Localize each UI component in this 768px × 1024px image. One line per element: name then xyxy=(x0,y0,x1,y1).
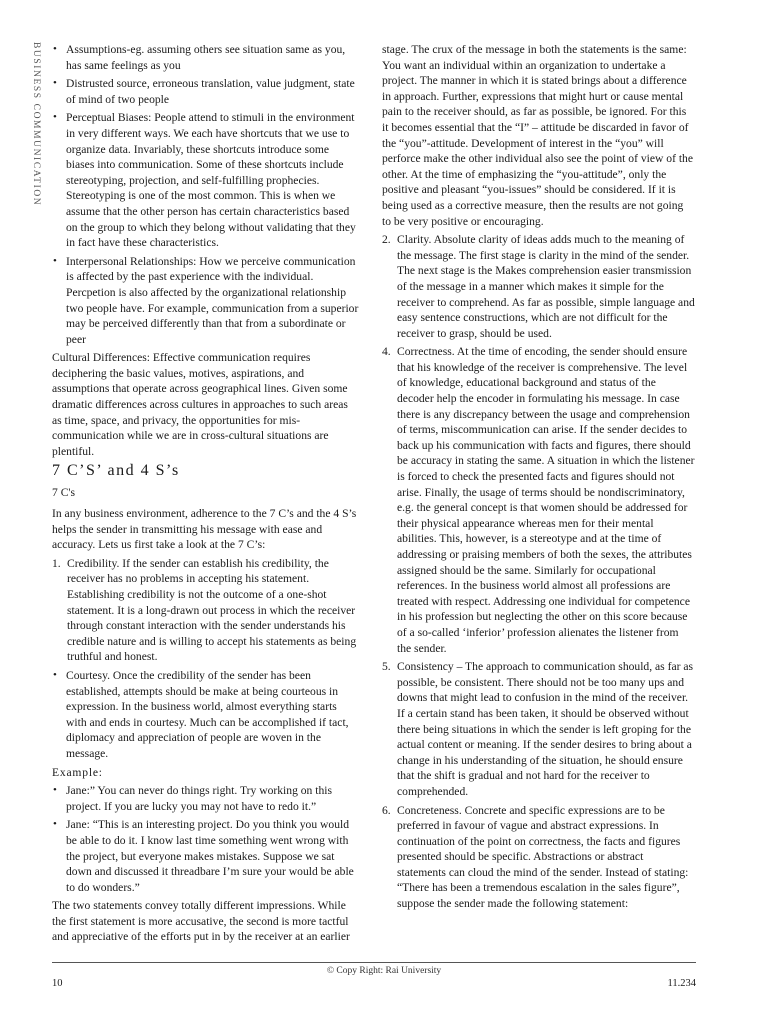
item-text: Correctness. At the time of encoding, the sender should ensure that his knowledge of the receiver is comprehensive. The level of knowledge, educational background and status of the decoder help the encoder in formulating his message. In case there is any discrepancy between the usage and comprehension of terms, miscommunication can arise. If the sender decides to back up his communication with facts and figures, there should be accuracy in stating the same. A situation in which the listener is forced to check the presented facts and figures should not arise. Finally, the usage of terms should be nondiscriminatory, e.g. the general concept is that women should be addressed for their physical appearance whereas men for their mental abilities. This, however, is a stereotype and at the time of addressing or praising members of both the sexes, the attributes assigned should be the same. Similarly for occupational references. In the business world almost all professions are treated with respect. Addressing one individual for competence in his profession but neglecting the other on this score because of a so-called ‘inferior’ profession alienates the listener from the sender. xyxy=(397,345,695,655)
left-column xyxy=(52,42,360,948)
example-bullet-list xyxy=(52,783,360,895)
item-text: Credibility. If the sender can establish his credibility, the receiver has no problems in accepting his statement. Establishing credibility is not the outcome of a one-shot statement. It is a long-drawn out process in which the receiver through constant interaction with the sender understands his credible nature and is willing to accept his statements as being truthful and honest. xyxy=(67,556,357,664)
item-number: 4. xyxy=(382,345,391,359)
bullet-icon: • xyxy=(53,111,57,124)
list-item xyxy=(52,817,360,895)
bullet-icon: • xyxy=(53,77,57,90)
closing-paragraph: The two statements convey totally different impressions. While the first statement is more accusative, the second is more tactful and appreciative of the efforts put in by the receiver at an earlier xyxy=(52,899,350,944)
list-item xyxy=(52,110,360,250)
list-item xyxy=(52,783,360,814)
example-heading: Example: xyxy=(52,765,103,779)
courtesy-bullet-list xyxy=(52,668,360,762)
bullet-icon: • xyxy=(53,668,57,681)
document-code: 11.234 xyxy=(667,978,696,989)
item-number: 5. xyxy=(382,660,391,674)
seven-cs-list-continued xyxy=(382,232,695,912)
bullet-text: Jane: “This is an interesting project. Do you think you would be able to do it. I know last time something went wrong with the project, but everyone makes mistakes. Suppose we sat down and discussed it threadbare I’m sure your would be able to do wonders.” xyxy=(66,818,354,894)
barrier-bullet-list xyxy=(52,42,360,347)
item-text: Consistency – The approach to communication should, as far as possible, be consistent. There should not be too many ups and downs that might lead to confusion in the mind of the receiver. If a certain stand has been taken, it should be observed without there being situations in which the sender is left groping for the actual content or meaning. If the sender desires to bring about a change in his understanding of the situation, he should ensure that the shift is gradual and not hard for the receiver to comprehended. xyxy=(397,660,694,798)
list-item xyxy=(52,254,360,348)
list-item xyxy=(52,76,360,107)
list-item xyxy=(382,232,695,341)
list-item xyxy=(382,803,695,912)
page-number: 10 xyxy=(52,978,63,989)
footer-divider xyxy=(52,962,696,963)
bullet-text: Distrusted source, erroneous translation, value judgment, state of mind of two people xyxy=(66,77,355,106)
cultural-differences-paragraph: Cultural Differences: Effective communication requires deciphering the basic values, motives, aspirations, and assumptions that operate across geographical lines. Given some dramatic differences across cultures in approaches to such areas as time, space, and privacy, the opportunities for mis-communication while we are in cross-cultural situations are plentiful. xyxy=(52,351,348,458)
right-column xyxy=(382,42,695,915)
item-number: 2. xyxy=(382,233,391,247)
bullet-icon: • xyxy=(53,254,57,267)
list-item xyxy=(382,659,695,799)
bullet-text: Jane:” You can never do things right. Try working on this project. If you are lucky you may not have to redo it.” xyxy=(66,784,333,813)
bullet-icon: • xyxy=(53,784,57,797)
bullet-text: Courtesy. Once the credibility of the sender has been established, attempts should be make at being courteous in expression. In the business world, almost everything starts with and ends in courtesy. Much can be accomplished if tact, diplomacy and appreciation of people are woven in the message. xyxy=(66,668,349,760)
item-number: 6. xyxy=(382,803,391,817)
list-item xyxy=(52,556,360,665)
bullet-icon: • xyxy=(53,43,57,55)
seven-cs-list xyxy=(52,556,360,665)
bullet-icon: • xyxy=(53,818,57,831)
item-number: 1. xyxy=(52,556,61,570)
section-heading: 7 C’S’ and 4 S’s xyxy=(52,462,180,480)
item-text: Concreteness. Concrete and specific expressions are to be preferred in favour of vague and abstract expressions. In continuation of the point on correctness, the facts and figures presented should be specific. Abstractions or abstract statements can cloud the mind of the sender. Instead of stating: “There has been a tremendous escalation in the sales figure”, suppose the sender made the following statement: xyxy=(397,803,689,911)
bullet-text: Interpersonal Relationships: How we perceive communication is affected by the past experience with the individual. Percpetion is also affected by the organizational relationship two people have. For example, communication from a superior may be perceived differently than that from a subordinate or peer xyxy=(66,254,359,346)
bullet-text: Assumptions-eg. assuming others see situation same as you, has same feelings as you xyxy=(66,43,346,72)
bullet-text: Perceptual Biases: People attend to stimuli in the environment in very different ways. We each have shortcuts that we use to organize data. Invariably, these shortcuts introduce some biases into communication. Some of these shortcuts include stereotyping, projection, and self-fulfilling prophecies. Stereotyping is one of the most common. This is when we assume that the other person has certain characteristics based on the group to which they belong without validating that they in fact have these characteristics. xyxy=(66,111,356,250)
list-item xyxy=(382,344,695,656)
subsection-heading: 7 C's xyxy=(52,486,76,500)
list-item xyxy=(52,668,360,762)
continuation-paragraph: stage. The crux of the message in both the statements is the same: You want an individual within an organization to undertake a project. The manner in which it is stated brings about a difference in approach. Further, expressions that might hurt or cause mental pain to the receiver should, as far as possible, be ignored. For this it becomes essential that the “I” – attitude be discarded in favor of the “you”-attitude. Development of interest in the “you” will perforce make the other individual also see the point of view of the other. At the time of emphasizing the “you-attitude”, only the positive and pleasant “you-issues” should be considered. If it is being used as a corrective measure, then the results are not going to be very positive or encouraging. xyxy=(382,43,693,228)
copyright-notice: © Copy Right: Rai University xyxy=(326,966,442,976)
intro-paragraph: In any business environment, adherence to the 7 C’s and the 4 S’s helps the sender in transmitting his message with ease and accuracy. Lets us first take a look at the 7 C’s: xyxy=(52,507,357,552)
side-running-head: BUSINESS COMMUNICATION xyxy=(31,42,41,207)
list-item xyxy=(52,42,360,73)
item-text: Clarity. Absolute clarity of ideas adds much to the meaning of the message. The first stage is clarity in the mind of the sender. The next stage is the Makes comprehension easier transmission of the message in a manner which makes it simple for the receiver to comprehend. As far as possible, simple language and easy sentence constructions, which are not difficult for the receiver to grasp, should be used. xyxy=(397,233,695,340)
